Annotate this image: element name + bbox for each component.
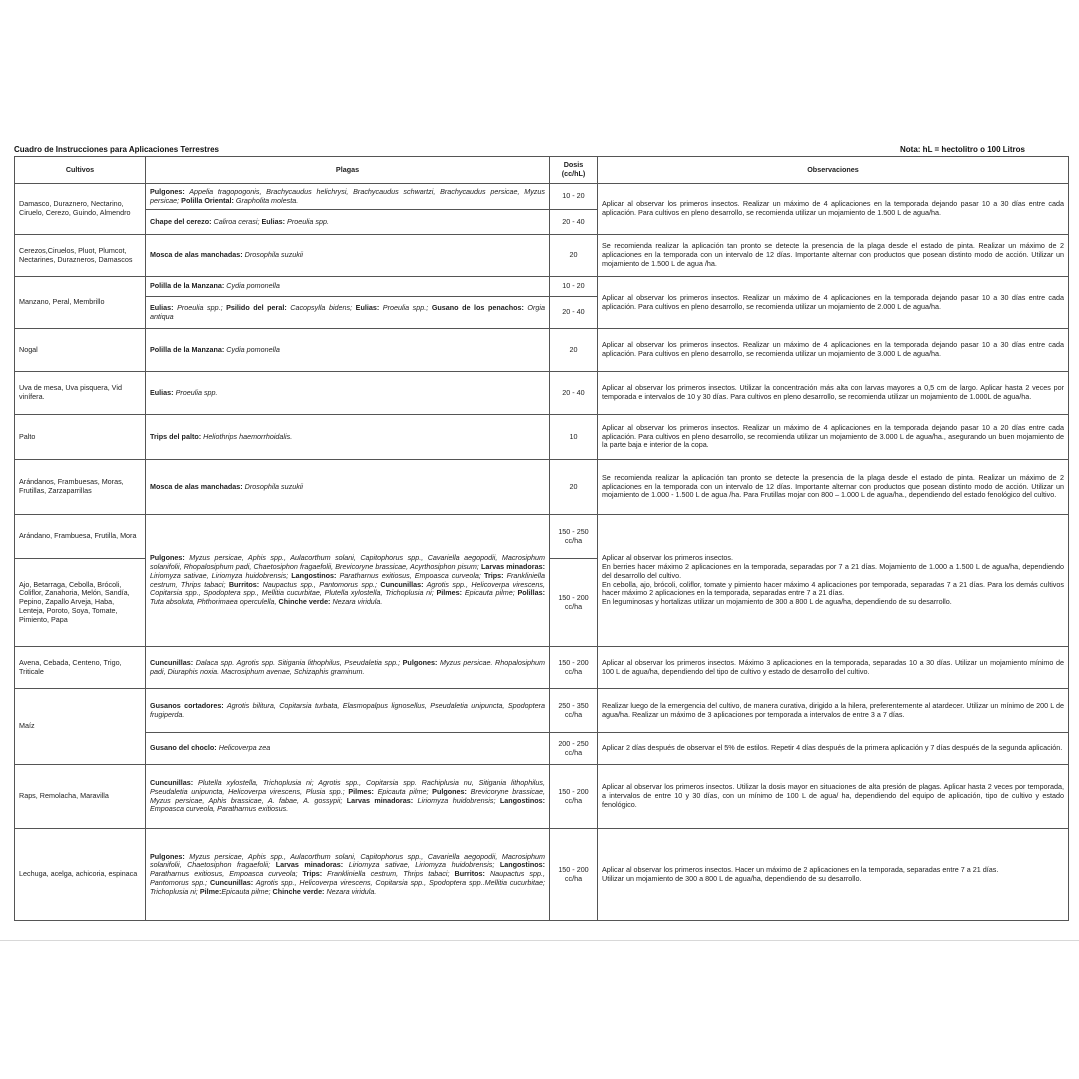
header-observaciones: Observaciones (598, 157, 1069, 184)
pest-scientific-names: Tuta absoluta, Phthorimaea operculella, (150, 597, 279, 607)
cultivo-cell: Manzano, Peral, Membrillo (15, 277, 146, 329)
pest-scientific-names: Myzus persicae, Aphis spp., Aulacorthum solani, Capitophorus spp., Cavariella aegopodii, Macrosiphum solanifolii, Rhopalosiphum padi, Chaetosiphon fragaefolii, Brevicoryne brassicae, Acyrthosiphon pisum; (150, 553, 545, 571)
dosis-cell: 20 (550, 460, 598, 515)
pest-common-name: Pulgones: (150, 553, 185, 563)
plagas-cell (146, 329, 550, 372)
pest-common-name: Polilla de la Manzana: (150, 344, 225, 354)
pest-scientific-names: Cydia pomonella (224, 344, 280, 354)
plagas-cell (146, 372, 550, 415)
cultivo-cell: Lechuga, acelga, achicoria, espinaca (15, 829, 146, 921)
observaciones-cell: Aplicar al observar los primeros insectos. Utilizar la concentración más alta con larvas mayores a 0,5 cm de largo. Aplicar hasta 2 veces por temporada e intervalos de 10 y 30 días. Para cultivos en pleno desarrollo, se recomienda utilizar un mojamiento de 1.000L de agua/ha. (598, 372, 1069, 415)
pest-common-name: Gusanos cortadores: (150, 700, 224, 710)
document-title: Cuadro de Instrucciones para Aplicaciones Terrestres (14, 145, 219, 154)
pest-common-name: Larvas minadoras: (480, 561, 545, 571)
pest-common-name: Trips del palto: (150, 431, 202, 441)
dosis-cell: 10 - 20 (550, 184, 598, 210)
dosis-cell: 200 - 250 cc/ha (550, 733, 598, 765)
pest-common-name: Chinche verde: (278, 597, 331, 607)
cultivo-cell: Nogal (15, 329, 146, 372)
pest-scientific-names: Dalaca spp. Agrotis spp. Sitigania lithophilus, Pseudaletia spp.; (193, 657, 403, 667)
pest-common-name: Pulgones: (150, 851, 185, 861)
pest-scientific-names: Liriomyza sativae, Liriomyza huidobrensis; (150, 570, 292, 580)
table-row (15, 460, 1069, 515)
pest-common-name: Psilido del peral: (226, 302, 287, 312)
pest-scientific-names: Epicauta pilme; (221, 886, 273, 896)
pest-scientific-names: Epicauta pilme; (373, 786, 433, 796)
observaciones-cell: Aplicar al observar los primeros insectos. Realizar un máximo de 4 aplicaciones en la temporada dejando pasar 10 a 30 días entre cada aplicación. Para cultivos en pleno desarrollo, se recomienda utilizar un mojamiento de 2.000 L de agua/ha. (598, 277, 1069, 329)
pest-common-name: Burritos: (228, 579, 260, 589)
dosis-cell: 250 - 350 cc/ha (550, 689, 598, 733)
plagas-cell (146, 460, 550, 515)
table-row (15, 647, 1069, 689)
pest-common-name: Polilla de la Manzana: (150, 281, 225, 291)
dosis-cell: 10 - 20 (550, 277, 598, 297)
observaciones-cell: Se recomienda realizar la aplicación tan pronto se detecte la presencia de la plaga desde el estado de pinta. Realizar un máximo de 2 aplicaciones en la temporada con un intervalo de 12 días. Importante alternar con productos que posean distinto modo de acción. Utilizar un mojamiento de 1.500 L de agua /ha. (598, 235, 1069, 277)
pest-scientific-names: Proeulia spp. (285, 216, 329, 226)
pest-scientific-names: Epicauta pilme; (462, 588, 518, 598)
pest-common-name: Chinche verde: (272, 886, 325, 896)
pest-common-name: Eulias: (150, 302, 174, 312)
table-row (15, 329, 1069, 372)
table-row (15, 515, 1069, 559)
pest-scientific-names: Frankliniella cestrum, Thrips tabaci; (322, 869, 455, 879)
plagas-cell (146, 829, 550, 921)
observaciones-cell: Se recomienda realizar la aplicación tan pronto se detecte la presencia de la plaga desde el estado de pinta. Realizar un máximo de 2 aplicaciones en la temporada con un intervalo de 12 días. Importante alternar con productos que posean distinto modo de acción. Utilizar un mojamiento de 1.000 - 1.500 L de agua /ha. Para Frutillas mojar con 800 – 1.000 L de agua/ha., dependiendo del estado fenológico del cultivo. (598, 460, 1069, 515)
plagas-cell (146, 297, 550, 329)
pest-scientific-names: Nezara viridula. (330, 597, 383, 607)
pest-scientific-names: Brevicoryne brassicae, Myzus persicae, Aphis brassicae, A. fabae, A. gossypii; (150, 786, 545, 805)
table-row (15, 829, 1069, 921)
cultivo-cell: Cerezos,Ciruelos, Pluot, Plumcot, Nectarines, Durazneros, Damascos (15, 235, 146, 277)
pest-common-name: Langostinos: (499, 795, 546, 805)
observation-line: Aplicar al observar los primeros insectos. (602, 553, 734, 563)
pest-scientific-names: Proeulia spp.; (379, 302, 432, 312)
dosis-cell: 20 (550, 235, 598, 277)
pest-scientific-names: Naupactus spp., Pantomorus spp.; (259, 579, 381, 589)
plagas-cell (146, 184, 550, 210)
pest-scientific-names: Agrotis spp., Helicoverpa virescens, Copitarsia spp., Spodoptera spp., Mellitia cucurbitae, Plutella xylostella, Trichoplusia ni; (150, 579, 546, 598)
table-row (15, 184, 1069, 210)
pest-scientific-names: Nezara viridula. (324, 886, 377, 896)
observation-line: Utilizar un mojamiento de 300 a 800 L de agua/ha, dependiendo de su desarrollo. (602, 873, 862, 883)
observation-line: En berries hacer máximo 2 aplicaciones en la temporada, separadas por 7 a 21 días. Mojamiento de 1.000 a 1.500 L de agua/ha, dependiendo del desarrollo del cultivo. (602, 561, 1064, 580)
observaciones-cell: Aplicar al observar los primeros insectos. Utilizar la dosis mayor en situaciones de alta presión de plagas. Aplicar hasta 2 veces por temporada, a intervalos de entre 10 y 30 días, con un mínimo de 100 L de agua/ ha, dependiendo del equipo de aplicación, tipo de cultivo y estado fenológico. (598, 765, 1069, 829)
pest-common-name: Larvas minadoras: (275, 860, 344, 870)
table-row (15, 235, 1069, 277)
pest-common-name: Pilmes: (436, 588, 463, 598)
pest-scientific-names: Heliothrips haemorrhoidalis. (201, 431, 293, 441)
pest-scientific-names: Myzus persicae. Rhopalosiphum padi, Diuraphis noxia. Macrosiphum avenae, Schizaphis graminum. (150, 657, 545, 676)
observaciones-cell (598, 515, 1069, 647)
header-cultivos: Cultivos (15, 157, 146, 184)
pest-scientific-names: Myzus persicae, Aphis spp., Aulacorthum solani, Capitophorus spp., Cavariella aegopodii, Macrosiphum solanifolii, Chaetosiphon fragaefolii; (150, 851, 545, 870)
pest-common-name: Pilme: (199, 886, 222, 896)
dosis-cell: 150 - 200 cc/ha (550, 647, 598, 689)
table-row (15, 372, 1069, 415)
observation-line: En leguminosas y hortalizas utilizar un mojamiento de 300 a 800 L de agua/ha, dependiendo de su desarrollo. (602, 597, 952, 607)
table-header-row (15, 157, 1069, 184)
pest-common-name: Mosca de alas manchadas: (150, 250, 243, 260)
instructions-table (14, 156, 1069, 921)
pest-common-name: Gusano del choclo: (150, 743, 217, 753)
observaciones-cell (598, 829, 1069, 921)
dosis-cell: 20 (550, 329, 598, 372)
observaciones-cell: Aplicar 2 días después de observar el 5% de estilos. Repetir 4 días después de la primera aplicación y 7 días después de la segunda aplicación. (598, 733, 1069, 765)
pest-scientific-names: Paratharnus exitiosus, Empoasca curveola; (150, 869, 303, 879)
cultivo-cell: Ajo, Betarraga, Cebolla, Brócoli, Coliflor, Zanahoria, Melón, Sandía, Pepino, Zapallo Arveja, Haba, Lenteja, Poroto, Soya, Tomate, Pimiento, Papa (15, 559, 146, 647)
pest-scientific-names: Plutella xylostella, Trichoplusia ni; Agrotis spp., Copitarsia spp. Rachiplusia nu, Sitigania lithophilus, Pseudaletia unipuncta, Helicoverpa virescens, Plusia spp.; (150, 777, 545, 796)
observaciones-cell: Aplicar al observar los primeros insectos. Realizar un máximo de 4 aplicaciones en la temporada dejando pasar 10 a 30 días entre cada aplicación. Para cultivos en pleno desarrollo, se recomienda utilizar un mojamiento de 1.500 L de agua/ha. (598, 184, 1069, 235)
pest-common-name: Trips: (483, 570, 504, 580)
pest-scientific-names: Grapholita molesta. (233, 195, 299, 205)
header-dosis: Dosis (cc/hL) (550, 157, 598, 184)
pest-common-name: Cuncunillas: (210, 877, 254, 887)
pest-scientific-names: Frankliniella cestrum, Thrips tabaci; (150, 570, 545, 589)
pest-scientific-names: Caliroa cerasi; (211, 216, 262, 226)
dosis-cell: 150 - 200 cc/ha (550, 765, 598, 829)
pest-common-name: Langostinos: (291, 570, 337, 580)
plagas-cell (146, 765, 550, 829)
dosis-cell: 20 - 40 (550, 297, 598, 329)
pest-scientific-names: Agrotis spp., Helicoverpa virescens, Copitarsia spp., Spodoptera spp..Mellitia cucurbitae; Trichoplusia ni; (150, 877, 545, 896)
pest-scientific-names: Helicoverpa zea (216, 743, 271, 753)
plagas-cell (146, 277, 550, 297)
dosis-cell: 10 (550, 415, 598, 460)
plagas-cell (146, 515, 550, 647)
plagas-cell (146, 733, 550, 765)
observaciones-cell: Aplicar al observar los primeros insectos. Máximo 3 aplicaciones en la temporada, separadas 10 a 30 días. Utilizar un mojamiento mínimo de 100 L de agua/ha, dependiendo del tipo de cultivo y estado de desarrollo del cultivo. (598, 647, 1069, 689)
pest-common-name: Pulgones: (150, 186, 185, 196)
pest-scientific-names: Cacopsylla bidens; (286, 302, 356, 312)
pest-common-name: Cuncunillas: (150, 657, 194, 667)
pest-common-name: Gusano de los penachos: (431, 302, 524, 312)
pest-common-name: Polilla Oriental: (181, 195, 234, 205)
cultivo-cell: Damasco, Duraznero, Nectarino, Ciruelo, Cerezo, Guindo, Almendro (15, 184, 146, 235)
observation-line: En cebolla, ajo, brócoli, coliflor, tomate y pimiento hacer máximo 4 aplicaciones por temporada, separadas 7 a 21 días. Para los demás cultivos hacer máximo 2 aplicaciones en la temporada, separadas entre 7 a 21 días. (602, 579, 1064, 598)
plagas-cell (146, 689, 550, 733)
cultivo-cell: Arándano, Frambuesa, Frutilla, Mora (15, 515, 146, 559)
pest-common-name: Pulgones: (402, 657, 438, 667)
pest-common-name: Eulias: (150, 387, 174, 397)
pest-scientific-names: Appelia tragopogonis, Brachycaudus helichrysi, Brachycaudus schwartzi, Brachycaudus persicae, Myzus persicae; (150, 186, 545, 205)
dosis-cell: 150 - 200 cc/ha (550, 559, 598, 647)
pest-scientific-names: Proeulia spp.; (173, 302, 227, 312)
pest-common-name: Burritos: (454, 869, 485, 879)
pest-common-name: Polillas: (517, 588, 545, 598)
pest-scientific-names: Drosophila suzukii (242, 481, 304, 491)
plagas-cell (146, 415, 550, 460)
observaciones-cell: Aplicar al observar los primeros insectos. Realizar un máximo de 4 aplicaciones en la temporada dejando pasar 10 a 20 días entre cada aplicación. Para cultivos en pleno desarrollo, se recomienda utilizar un mojamiento de 3.000 L de agua/ha., asegurando un buen mojamiento de la parte baja e interior de la copa. (598, 415, 1069, 460)
pest-common-name: Pilmes: (348, 786, 374, 796)
cultivo-cell: Uva de mesa, Uva pisquera, Vid vinífera. (15, 372, 146, 415)
pest-common-name: Eulias: (261, 216, 286, 226)
dosis-cell: 150 - 200 cc/ha (550, 829, 598, 921)
plagas-cell (146, 647, 550, 689)
cultivo-cell: Arándanos, Frambuesas, Moras, Frutillas, Zarzaparrillas (15, 460, 146, 515)
pest-common-name: Pulgones: (432, 786, 467, 796)
pest-scientific-names: Naupactus spp., Pantomorus spp.; (150, 869, 545, 887)
pest-scientific-names: Liriomyza huidobrensis; (413, 795, 500, 805)
pest-common-name: Chape del cerezo: (150, 216, 212, 226)
dosis-cell: 20 - 40 (550, 372, 598, 415)
unit-note: Nota: hL = hectolitro o 100 Litros (900, 145, 1025, 154)
pest-common-name: Larvas minadoras: (346, 795, 414, 805)
cultivo-cell: Palto (15, 415, 146, 460)
pest-common-name: Eulias: (355, 302, 380, 312)
cultivo-cell: Raps, Remolacha, Maravilla (15, 765, 146, 829)
cultivo-cell: Maíz (15, 689, 146, 765)
pest-scientific-names: Proeulia spp. (173, 387, 218, 397)
pest-common-name: Cuncunillas: (380, 579, 424, 589)
pest-scientific-names: Empoasca curveola, Paratharnus exitiosus. (150, 804, 289, 814)
pest-scientific-names: Agrotis bilitura, Copitarsia turbata, Elasmopalpus lignosellus, Pseudaletia unipuncta, Spodoptera frugiperda. (150, 700, 546, 719)
observaciones-cell: Aplicar al observar los primeros insectos. Realizar un máximo de 4 aplicaciones en la temporada dejando pasar 10 a 30 días entre cada aplicación. Para cultivos en pleno desarrollo, se recomienda utilizar un mojamiento de 3.000 L de agua/ha. (598, 329, 1069, 372)
pest-scientific-names: Liriomyza sativae, Liriomyza huidobrensis; (343, 860, 500, 870)
pest-scientific-names: Cydia pomonella (224, 281, 280, 291)
pest-common-name: Langostinos: (499, 860, 545, 870)
cultivo-cell: Avena, Cebada, Centeno, Trigo, Triticale (15, 647, 146, 689)
table-row (15, 765, 1069, 829)
header-plagas: Plagas (146, 157, 550, 184)
pest-common-name: Cuncunillas: (150, 777, 194, 787)
pest-scientific-names: Drosophila suzukii (242, 250, 304, 260)
pest-scientific-names: Orgia antiqua (150, 302, 545, 321)
pest-common-name: Mosca de alas manchadas: (150, 481, 243, 491)
table-row (15, 277, 1069, 297)
pest-scientific-names: Paratharnus exitiosus, Empoasca curveola; (336, 570, 484, 580)
table-row (15, 415, 1069, 460)
dosis-cell: 20 - 40 (550, 210, 598, 235)
observation-line: Aplicar al observar los primeros insectos. Hacer un máximo de 2 aplicaciones en la temporada, separadas entre 7 a 21 días. (602, 864, 999, 874)
plagas-cell (146, 210, 550, 235)
page-bottom-rule (0, 940, 1079, 941)
table-row (15, 689, 1069, 733)
table-row (15, 733, 1069, 765)
observaciones-cell: Realizar luego de la emergencia del cultivo, de manera curativa, dirigido a la hilera, preferentemente al atardecer. Utilizar un mínimo de 200 L de agua/ha. Realizar un máximo de 3 aplicaciones por temporada a intervalos de entre 3 a 7 días. (598, 689, 1069, 733)
pest-common-name: Trips: (302, 869, 323, 879)
dosis-cell: 150 - 250 cc/ha (550, 515, 598, 559)
plagas-cell (146, 235, 550, 277)
